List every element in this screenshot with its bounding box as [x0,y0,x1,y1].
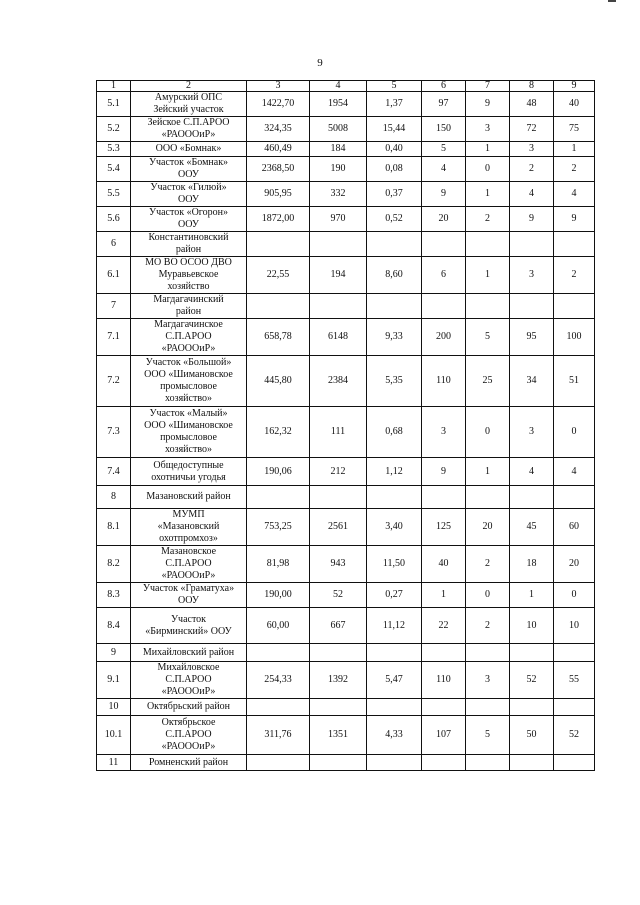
header-cell: 1 [97,81,131,92]
row-value-cell: 943 [310,546,367,583]
row-value-cell [367,755,422,771]
row-value-cell [554,644,595,662]
row-value-cell [310,294,367,319]
row-value-cell [367,644,422,662]
row-name-cell: Константиновский район [131,232,247,257]
row-index-cell: 6 [97,232,131,257]
row-value-cell: 445,80 [247,356,310,407]
row-value-cell: 0,27 [367,583,422,608]
row-index-cell: 7.3 [97,407,131,458]
row-value-cell: 9 [466,92,510,117]
row-value-cell: 254,33 [247,662,310,699]
row-value-cell [367,294,422,319]
table-row [97,319,595,356]
row-value-cell [310,755,367,771]
row-name-cell: МО ВО ОСОО ДВО Муравьевское хозяйство [131,257,247,294]
row-value-cell [554,232,595,257]
row-value-cell [247,486,310,509]
row-value-cell [422,232,466,257]
row-value-cell: 52 [554,716,595,755]
row-index-cell: 8.3 [97,583,131,608]
row-value-cell: 332 [310,182,367,207]
row-value-cell: 11,12 [367,608,422,644]
row-name-cell: Октябрьское С.П.АРОО «РАОООиР» [131,716,247,755]
row-name-cell: Участок «Бомнак» ООУ [131,157,247,182]
row-value-cell: 52 [310,583,367,608]
row-name-cell: Участок «Гилюй» ООУ [131,182,247,207]
row-value-cell [510,486,554,509]
row-value-cell [422,486,466,509]
row-value-cell: 4 [554,182,595,207]
row-value-cell: 1,37 [367,92,422,117]
row-value-cell: 460,49 [247,142,310,157]
table-row [97,92,595,117]
row-value-cell: 162,32 [247,407,310,458]
row-value-cell: 3,40 [367,509,422,546]
row-value-cell [367,232,422,257]
row-value-cell: 2 [554,157,595,182]
row-value-cell: 150 [422,117,466,142]
row-value-cell: 52 [510,662,554,699]
row-value-cell [554,486,595,509]
row-index-cell: 8.1 [97,509,131,546]
row-value-cell: 2561 [310,509,367,546]
row-name-cell: Магдагачинское С.П.АРОО «РАОООиР» [131,319,247,356]
row-index-cell: 5.1 [97,92,131,117]
row-value-cell [310,644,367,662]
table-row [97,117,595,142]
row-value-cell [466,294,510,319]
row-value-cell: 60,00 [247,608,310,644]
row-value-cell: 9 [422,182,466,207]
row-value-cell: 2 [466,207,510,232]
row-value-cell: 311,76 [247,716,310,755]
row-value-cell: 324,35 [247,117,310,142]
row-value-cell: 1 [422,583,466,608]
row-value-cell: 1 [466,182,510,207]
row-value-cell: 20 [466,509,510,546]
row-value-cell: 60 [554,509,595,546]
row-value-cell [422,755,466,771]
row-value-cell: 5008 [310,117,367,142]
table-row [97,182,595,207]
row-index-cell: 7.4 [97,458,131,486]
table-row [97,509,595,546]
row-value-cell [510,699,554,716]
row-value-cell [466,644,510,662]
row-value-cell: 200 [422,319,466,356]
table-row [97,294,595,319]
row-value-cell [310,699,367,716]
row-value-cell [510,755,554,771]
row-value-cell [247,232,310,257]
header-cell: 5 [367,81,422,92]
row-value-cell: 1351 [310,716,367,755]
row-index-cell: 10 [97,699,131,716]
row-value-cell: 3 [466,117,510,142]
row-value-cell [310,232,367,257]
row-value-cell [247,755,310,771]
row-name-cell: Участок «Огорон» ООУ [131,207,247,232]
row-value-cell: 48 [510,92,554,117]
row-name-cell: Амурский ОПС Зейский участок [131,92,247,117]
table-row [97,699,595,716]
row-index-cell: 8.4 [97,608,131,644]
row-value-cell: 1 [466,458,510,486]
row-value-cell: 6148 [310,319,367,356]
row-value-cell: 667 [310,608,367,644]
table-row [97,546,595,583]
page-number: 9 [317,57,323,69]
row-value-cell: 3 [510,142,554,157]
row-value-cell: 970 [310,207,367,232]
row-index-cell: 8.2 [97,546,131,583]
row-value-cell: 15,44 [367,117,422,142]
scan-mark [608,0,616,2]
table-row [97,142,595,157]
row-value-cell: 3 [422,407,466,458]
row-value-cell: 1422,70 [247,92,310,117]
row-index-cell: 9.1 [97,662,131,699]
table-row [97,583,595,608]
row-value-cell: 4 [554,458,595,486]
row-value-cell: 51 [554,356,595,407]
row-value-cell: 4,33 [367,716,422,755]
row-name-cell: Участок «Бирминский» ООУ [131,608,247,644]
row-name-cell: ООО «Бомнак» [131,142,247,157]
table-header-row [97,81,595,92]
row-value-cell: 22,55 [247,257,310,294]
row-value-cell: 0,40 [367,142,422,157]
table-row [97,157,595,182]
row-name-cell: Михайловский район [131,644,247,662]
row-value-cell: 1 [554,142,595,157]
row-value-cell: 20 [554,546,595,583]
row-value-cell: 0,52 [367,207,422,232]
row-value-cell: 4 [422,157,466,182]
row-value-cell [422,699,466,716]
row-value-cell [554,699,595,716]
row-value-cell: 45 [510,509,554,546]
table-row [97,716,595,755]
row-name-cell: МУМП «Мазановский охотпромхоз» [131,509,247,546]
table-row [97,232,595,257]
row-value-cell: 0 [554,583,595,608]
table-row [97,608,595,644]
row-value-cell: 1392 [310,662,367,699]
row-value-cell: 50 [510,716,554,755]
row-value-cell: 95 [510,319,554,356]
row-value-cell [247,294,310,319]
row-value-cell: 5 [466,716,510,755]
row-value-cell: 9 [510,207,554,232]
row-value-cell: 107 [422,716,466,755]
row-value-cell [466,232,510,257]
row-name-cell: Участок «Малый» ООО «Шимановское промысловое хозяйство» [131,407,247,458]
row-name-cell: Ромненский район [131,755,247,771]
row-index-cell: 8 [97,486,131,509]
row-name-cell: Участок «Большой» ООО «Шимановское промысловое хозяйство» [131,356,247,407]
row-name-cell: Михайловское С.П.АРОО «РАОООиР» [131,662,247,699]
row-value-cell: 0,37 [367,182,422,207]
row-name-cell: Мазановский район [131,486,247,509]
row-value-cell: 11,50 [367,546,422,583]
row-value-cell: 194 [310,257,367,294]
row-value-cell: 212 [310,458,367,486]
row-value-cell: 0 [554,407,595,458]
row-value-cell: 0 [466,157,510,182]
row-value-cell: 753,25 [247,509,310,546]
row-value-cell: 110 [422,662,466,699]
row-index-cell: 11 [97,755,131,771]
row-value-cell: 5 [466,319,510,356]
row-value-cell: 4 [510,182,554,207]
row-value-cell: 34 [510,356,554,407]
row-value-cell: 2 [466,608,510,644]
row-value-cell [310,486,367,509]
row-value-cell: 2368,50 [247,157,310,182]
row-index-cell: 5.2 [97,117,131,142]
row-index-cell: 7.1 [97,319,131,356]
row-value-cell [422,644,466,662]
row-value-cell: 5,35 [367,356,422,407]
row-value-cell: 4 [510,458,554,486]
header-cell: 9 [554,81,595,92]
row-value-cell [247,699,310,716]
row-index-cell: 6.1 [97,257,131,294]
row-value-cell [466,486,510,509]
row-name-cell: Октябрьский район [131,699,247,716]
header-cell: 4 [310,81,367,92]
row-value-cell: 658,78 [247,319,310,356]
row-value-cell: 3 [510,257,554,294]
row-value-cell [367,699,422,716]
row-index-cell: 10.1 [97,716,131,755]
table-row [97,662,595,699]
row-value-cell [466,755,510,771]
row-value-cell [466,699,510,716]
row-value-cell: 9 [554,207,595,232]
row-value-cell [510,294,554,319]
row-value-cell: 97 [422,92,466,117]
table-row [97,407,595,458]
header-cell: 3 [247,81,310,92]
table-row [97,644,595,662]
row-value-cell: 75 [554,117,595,142]
row-value-cell: 18 [510,546,554,583]
row-index-cell: 5.5 [97,182,131,207]
row-value-cell: 0,68 [367,407,422,458]
row-value-cell: 0 [466,407,510,458]
row-index-cell: 5.6 [97,207,131,232]
data-table [96,80,595,771]
row-value-cell: 1872,00 [247,207,310,232]
table-row [97,755,595,771]
row-index-cell: 9 [97,644,131,662]
row-value-cell: 9 [422,458,466,486]
row-value-cell: 125 [422,509,466,546]
row-value-cell: 10 [554,608,595,644]
row-value-cell: 40 [422,546,466,583]
row-value-cell: 1 [466,257,510,294]
row-value-cell [422,294,466,319]
row-value-cell [510,232,554,257]
row-name-cell: Зейское С.П.АРОО «РАОООиР» [131,117,247,142]
row-value-cell: 10 [510,608,554,644]
row-value-cell: 2384 [310,356,367,407]
row-name-cell: Магдагачинский район [131,294,247,319]
row-value-cell: 6 [422,257,466,294]
row-value-cell [510,644,554,662]
row-value-cell: 25 [466,356,510,407]
row-value-cell [554,755,595,771]
row-value-cell [367,486,422,509]
row-value-cell: 1,12 [367,458,422,486]
table-body [97,81,595,771]
row-value-cell: 5,47 [367,662,422,699]
table-row [97,356,595,407]
row-value-cell: 5 [422,142,466,157]
row-value-cell: 905,95 [247,182,310,207]
row-value-cell: 2 [554,257,595,294]
row-value-cell [554,294,595,319]
row-value-cell: 55 [554,662,595,699]
row-value-cell: 22 [422,608,466,644]
row-index-cell: 7 [97,294,131,319]
row-value-cell: 100 [554,319,595,356]
table-row [97,458,595,486]
row-name-cell: Мазановское С.П.АРОО «РАОООиР» [131,546,247,583]
row-index-cell: 7.2 [97,356,131,407]
table-row [97,486,595,509]
row-value-cell: 3 [466,662,510,699]
header-cell: 7 [466,81,510,92]
row-value-cell: 190 [310,157,367,182]
row-index-cell: 5.4 [97,157,131,182]
table-row [97,257,595,294]
header-cell: 6 [422,81,466,92]
row-value-cell: 3 [510,407,554,458]
row-value-cell: 8,60 [367,257,422,294]
row-index-cell: 5.3 [97,142,131,157]
row-value-cell: 9,33 [367,319,422,356]
row-value-cell: 184 [310,142,367,157]
row-value-cell: 2 [510,157,554,182]
row-value-cell: 190,06 [247,458,310,486]
row-value-cell: 0,08 [367,157,422,182]
header-cell: 2 [131,81,247,92]
row-value-cell: 81,98 [247,546,310,583]
row-value-cell: 2 [466,546,510,583]
row-value-cell: 72 [510,117,554,142]
row-value-cell: 111 [310,407,367,458]
row-name-cell: Участок «Граматуха» ООУ [131,583,247,608]
table-row [97,207,595,232]
row-value-cell: 1954 [310,92,367,117]
row-value-cell: 190,00 [247,583,310,608]
row-value-cell: 20 [422,207,466,232]
row-value-cell: 40 [554,92,595,117]
row-value-cell: 110 [422,356,466,407]
row-value-cell [247,644,310,662]
row-value-cell: 0 [466,583,510,608]
row-value-cell: 1 [510,583,554,608]
row-value-cell: 1 [466,142,510,157]
row-name-cell: Общедоступные охотничьи угодья [131,458,247,486]
header-cell: 8 [510,81,554,92]
